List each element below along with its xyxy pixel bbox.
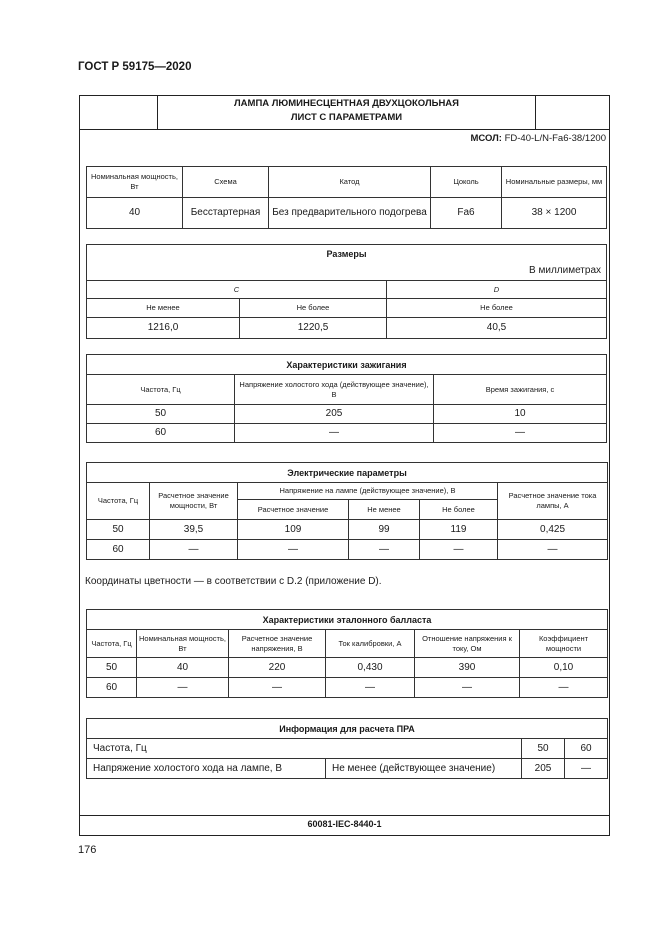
- ignition-cell: —: [434, 424, 607, 443]
- general-header-cathode: Катод: [269, 167, 431, 198]
- ignition-header-time: Время зажигания, с: [434, 375, 607, 405]
- msol-code: [470, 133, 606, 144]
- ballast-cell: —: [520, 678, 608, 698]
- ballast-header-power: Номинальная мощность, Вт: [137, 630, 229, 658]
- ballast-cell: —: [229, 678, 326, 698]
- general-value-power: 40: [87, 198, 183, 229]
- pra-voltage-50: 205: [522, 759, 565, 779]
- dimensions-value-c-min: 1216,0: [87, 318, 240, 339]
- electrical-sub-calc: Расчетное значение: [238, 500, 349, 520]
- dimensions-sub-d-max: Не более: [387, 299, 607, 318]
- ballast-cell: 0,430: [326, 658, 415, 678]
- ignition-cell: 50: [87, 405, 235, 424]
- electrical-cell: 60: [87, 540, 150, 560]
- chromaticity-note: Координаты цветности — в соответствии с D.2 (приложение D).: [85, 576, 382, 587]
- pra-freq-50: 50: [522, 739, 565, 759]
- general-value-size: 38 × 1200: [502, 198, 607, 229]
- electrical-cell: 50: [87, 520, 150, 540]
- electrical-title: Электрические параметры: [87, 463, 608, 483]
- electrical-cell: 109: [238, 520, 349, 540]
- dimensions-unit: В миллиметрах: [87, 263, 607, 281]
- electrical-table: [86, 462, 608, 560]
- pra-title: Информация для расчета ПРА: [87, 719, 608, 739]
- ballast-cell: —: [326, 678, 415, 698]
- electrical-header-voltage: Напряжение на лампе (действующее значение), В: [238, 483, 498, 500]
- header-right-cell: [535, 95, 610, 130]
- ballast-cell: 220: [229, 658, 326, 678]
- ballast-header-voltage: Расчетное значение напряжения, В: [229, 630, 326, 658]
- electrical-cell: —: [150, 540, 238, 560]
- dimensions-col-c: C: [87, 281, 387, 299]
- electrical-cell: 39,5: [150, 520, 238, 540]
- dimensions-value-c-max: 1220,5: [240, 318, 387, 339]
- general-header-size: Номинальные размеры, мм: [502, 167, 607, 198]
- sheet-title: [158, 97, 535, 125]
- general-header-base: Цоколь: [431, 167, 502, 198]
- ballast-table: [86, 609, 608, 698]
- electrical-cell: 99: [349, 520, 420, 540]
- general-header-scheme: Схема: [183, 167, 269, 198]
- electrical-cell: —: [238, 540, 349, 560]
- general-header-power: Номинальная мощность, Вт: [87, 167, 183, 198]
- general-value-cathode: Без предварительного подогрева: [269, 198, 431, 229]
- electrical-header-power: Расчетное значение мощности, Вт: [150, 483, 238, 520]
- electrical-sub-min: Не менее: [349, 500, 420, 520]
- electrical-cell: —: [498, 540, 608, 560]
- page-number: 176: [78, 844, 97, 856]
- electrical-cell: —: [349, 540, 420, 560]
- ignition-header-voltage: Напряжение холостого хода (действующее значение), В: [235, 375, 434, 405]
- pra-voltage-condition: Не менее (действующее значение): [326, 759, 522, 779]
- sheet-footer-code: 60081-IEC-8440-1: [307, 819, 382, 829]
- ballast-cell: 60: [87, 678, 137, 698]
- ignition-title: Характеристики зажигания: [87, 355, 607, 375]
- dimensions-title: Размеры: [87, 245, 607, 263]
- ballast-cell: 390: [415, 658, 520, 678]
- sheet-title-line2: ЛИСТ С ПАРАМЕТРАМИ: [290, 112, 403, 123]
- electrical-cell: —: [420, 540, 498, 560]
- pra-voltage-label: Напряжение холостого хода на лампе, В: [87, 759, 326, 779]
- ignition-table: [86, 354, 607, 443]
- general-value-base: Fa6: [431, 198, 502, 229]
- electrical-header-freq: Частота, Гц: [87, 483, 150, 520]
- header-left-cell: [79, 95, 158, 130]
- ignition-cell: 10: [434, 405, 607, 424]
- pra-freq-60: 60: [565, 739, 608, 759]
- sheet-title-line1: ЛАМПА ЛЮМИНЕСЦЕНТНАЯ ДВУХЦОКОЛЬНАЯ: [234, 98, 459, 109]
- ballast-cell: 40: [137, 658, 229, 678]
- ignition-header-freq: Частота, Гц: [87, 375, 235, 405]
- header-divider: [158, 129, 535, 130]
- document-code: ГОСТ Р 59175—2020: [78, 61, 192, 73]
- ballast-cell: 50: [87, 658, 137, 678]
- dimensions-col-d: D: [387, 281, 607, 299]
- dimensions-table: [86, 244, 607, 339]
- dimensions-value-d-max: 40,5: [387, 318, 607, 339]
- ballast-header-current: Ток калибровки, А: [326, 630, 415, 658]
- electrical-cell: 119: [420, 520, 498, 540]
- ballast-cell: 0,10: [520, 658, 608, 678]
- ignition-cell: —: [235, 424, 434, 443]
- ballast-cell: —: [137, 678, 229, 698]
- pra-freq-label: Частота, Гц: [87, 739, 522, 759]
- ignition-cell: 60: [87, 424, 235, 443]
- electrical-header-current: Расчетное значение тока лампы, А: [498, 483, 608, 520]
- ballast-header-ratio: Отношение напряжения к току, Ом: [415, 630, 520, 658]
- pra-voltage-60: —: [565, 759, 608, 779]
- ballast-header-pf: Коэффициент мощности: [520, 630, 608, 658]
- ballast-title: Характеристики эталонного балласта: [87, 610, 608, 630]
- footer-divider: [79, 815, 610, 816]
- pra-table: [86, 718, 608, 779]
- electrical-sub-max: Не более: [420, 500, 498, 520]
- electrical-cell: 0,425: [498, 520, 608, 540]
- general-value-scheme: Бесстартерная: [183, 198, 269, 229]
- ballast-cell: —: [415, 678, 520, 698]
- dimensions-sub-c-max: Не более: [240, 299, 387, 318]
- ignition-cell: 205: [235, 405, 434, 424]
- dimensions-sub-c-min: Не менее: [87, 299, 240, 318]
- general-table: [86, 166, 607, 229]
- ballast-header-freq: Частота, Гц: [87, 630, 137, 658]
- msol-label: МСОЛ:: [470, 133, 502, 144]
- msol-value: FD-40-L/N-Fa6-38/1200: [504, 133, 606, 144]
